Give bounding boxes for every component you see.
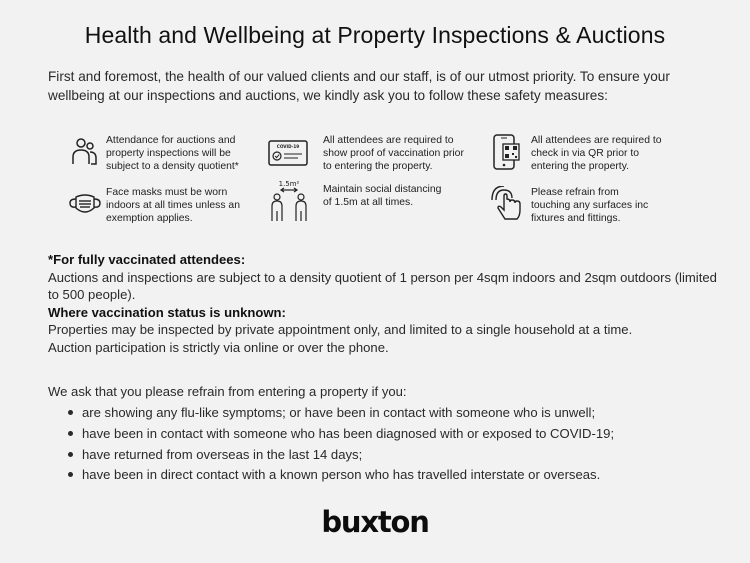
list-item: have been in contact with someone who has been diagnosed with or exposed to COVID-19; xyxy=(66,425,726,446)
covid-certificate-icon xyxy=(268,140,308,166)
qr-phone-icon xyxy=(492,134,522,170)
measure-qr-checkin-text: All attendees are required to check in via QR prior to entering the property. xyxy=(531,135,662,172)
measure-vaccination-text: All attendees are required to show proof of vaccination prior to entering the property. xyxy=(323,135,464,172)
vaccination-info xyxy=(48,251,718,357)
measure-face-masks-text: Face masks must be worn indoors at all times unless an exemption applies. xyxy=(106,187,240,224)
unknown-status-text-1: Properties may be inspected by private appointment only, and limited to a single household at a time. xyxy=(48,322,633,338)
measure-no-touch-text: Please refrain from touching any surfaces inc fixtures and fittings. xyxy=(531,187,649,224)
list-item: have been in direct contact with a known person who has travelled interstate or overseas. xyxy=(66,466,726,487)
people-icon xyxy=(70,136,98,166)
face-mask-icon xyxy=(68,191,102,217)
list-item: have returned from overseas in the last 14 days; xyxy=(66,446,726,467)
covid-label: COVID-19 xyxy=(276,144,300,149)
social-distancing-icon xyxy=(268,179,310,223)
measure-social-distancing-text: Maintain social distancing of 1.5m at all times. xyxy=(323,184,442,208)
distance-label: 1.5m² xyxy=(278,180,300,188)
safety-measures xyxy=(0,0,750,240)
list-item: are showing any flu-like symptoms; or have been in contact with someone who is unwell; xyxy=(66,404,726,425)
intro-paragraph: First and foremost, the health of our valued clients and our staff, is of our utmost priority. To ensure your wellbeing at our inspections and auctions, we kindly ask you to follow these safety measures: xyxy=(48,69,670,103)
refrain-list xyxy=(66,404,726,487)
page-title: Health and Wellbeing at Property Inspections & Auctions xyxy=(84,22,666,48)
buxton-logo: buxton xyxy=(321,505,429,539)
unknown-status-heading: Where vaccination status is unknown: xyxy=(48,304,286,320)
measure-density-text: Attendance for auctions and property inspections will be subject to a density quotient* xyxy=(106,135,239,172)
unknown-status-text-2: Auction participation is strictly via online or over the phone. xyxy=(48,339,389,355)
refrain-intro: We ask that you please refrain from entering a property if you: xyxy=(48,384,407,399)
vaccinated-heading: *For fully vaccinated attendees: xyxy=(48,252,246,267)
vaccinated-text: Auctions and inspections are subject to a density quotient of 1 person per 4sqm indoors and 2sqm outdoors (limited to 500 people). xyxy=(48,269,717,303)
no-touch-icon xyxy=(490,186,524,222)
